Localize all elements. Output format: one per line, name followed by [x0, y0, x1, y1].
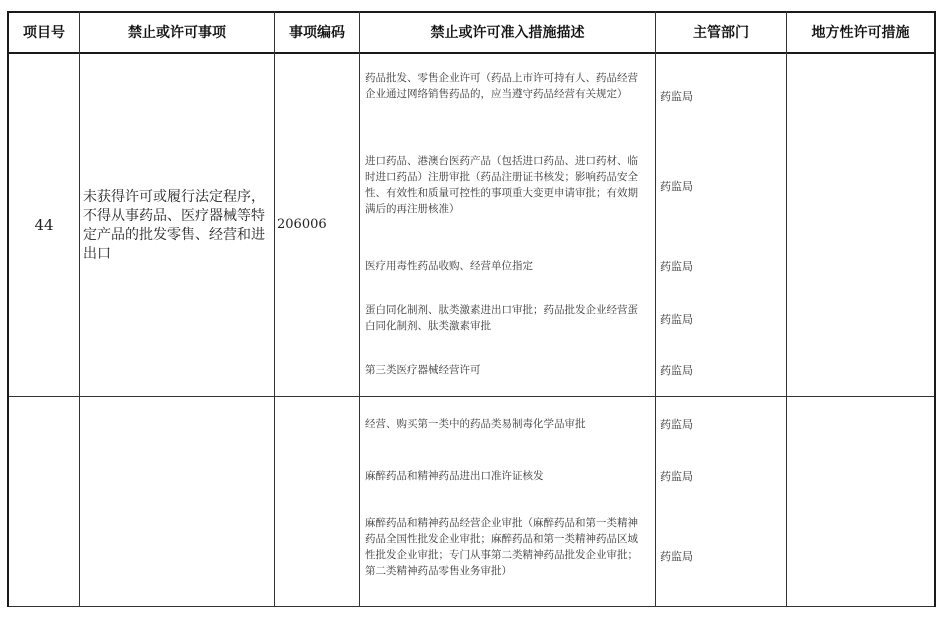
- col-border-4: [655, 11, 656, 607]
- col-border-2: [274, 11, 275, 607]
- department-label: 药监局: [660, 90, 693, 103]
- col-border-3: [359, 11, 360, 607]
- col-border-right: [934, 11, 936, 607]
- header-code: 事项编码: [289, 25, 345, 41]
- measure-description: 第三类医疗器械经营许可: [365, 364, 481, 376]
- header-item: 禁止或许可事项: [128, 25, 226, 41]
- header-department: 主管部门: [693, 25, 749, 41]
- department-label: 药监局: [660, 550, 693, 563]
- measure-description: 药品批发、零售企业许可（药品上市许可持有人、药品经营企业通过网络销售药品的，应当遵守药品经营有关规定）: [365, 72, 638, 100]
- item-description: 未获得许可或履行法定程序，不得从事药品、医疗器械等特定产品的批发零售、经营和进出口: [83, 189, 265, 262]
- col-border-left: [7, 11, 9, 607]
- measure-description: 麻醉药品和精神药品进出口准许证核发: [365, 470, 544, 482]
- measure-description: 进口药品、港澳台医药产品（包括进口药品、进口药材、临时进口药品）注册审批（药品注册证书核发；影响药品安全性、有效性和质量可控性的事项重大变更申请审批；有效期满后的再注册核准）: [365, 155, 638, 215]
- measure-description: 蛋白同化制剂、肽类激素进出口审批；药品批发企业经营蛋白同化制剂、肽类激素审批: [365, 304, 638, 332]
- row-divider: [7, 396, 935, 397]
- header-project-no: 项目号: [23, 25, 65, 41]
- department-label: 药监局: [660, 180, 693, 193]
- project-number: 44: [34, 216, 54, 234]
- measure-description: 麻醉药品和精神药品经营企业审批（麻醉药品和第一类精神药品全国性批发企业审批；麻醉药品和第一类精神药品区域性批发企业审批；专门从事第二类精神药品批发企业审批；第二类精神药品零售业务审批）: [365, 517, 638, 577]
- col-border-5: [786, 11, 787, 607]
- col-border-1: [79, 11, 80, 607]
- measure-description: 医疗用毒性药品收购、经营单位指定: [365, 260, 533, 272]
- table-bottom-border: [7, 606, 935, 607]
- department-label: 药监局: [660, 418, 693, 431]
- header-local-measures: 地方性许可措施: [811, 25, 910, 41]
- item-code: 206006: [277, 217, 327, 232]
- header-bottom-border: [7, 52, 935, 54]
- measure-description: 经营、购买第一类中的药品类易制毒化学品审批: [365, 418, 586, 430]
- department-label: 药监局: [660, 260, 693, 273]
- department-label: 药监局: [660, 470, 693, 483]
- department-label: 药监局: [660, 364, 693, 377]
- header-measures: 禁止或许可准入措施描述: [430, 25, 585, 41]
- department-label: 药监局: [660, 313, 693, 326]
